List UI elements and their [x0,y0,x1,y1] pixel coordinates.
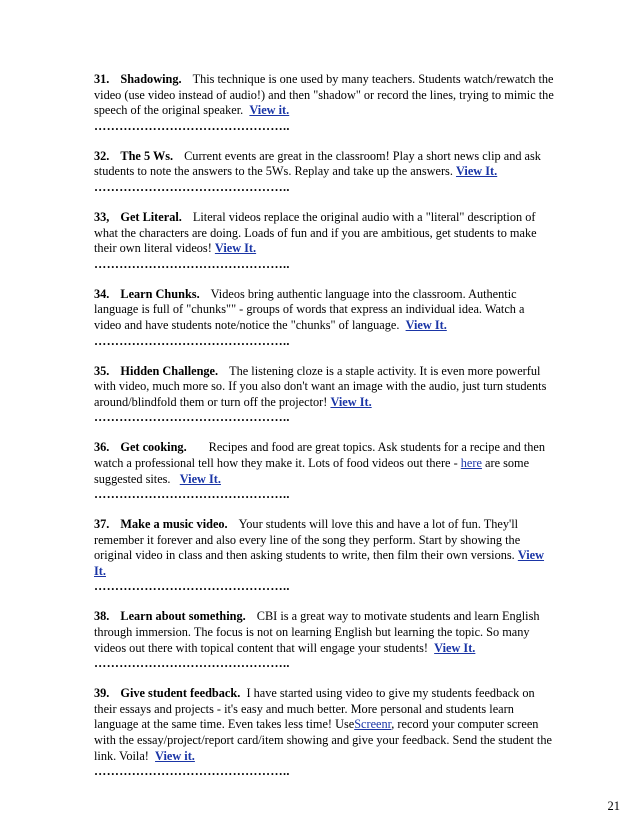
tip-title: Give student feedback. [120,686,241,701]
tip-38 [94,609,554,671]
view-link[interactable]: View It. [179,471,221,486]
tip-number: 39. [94,686,110,701]
dotted-separator: ……………………………………….. [94,333,290,348]
tip-number: 36. [94,440,110,455]
page-content [94,72,554,794]
tip-text: I have started using video to give my students feedback on their essays and projects - it's easy and much better. More personal and students learn language at the same time. Even takes less time! Use [94,686,535,732]
tip-33 [94,210,554,272]
dotted-separator: ……………………………………….. [94,256,290,271]
tip-number: 33, [94,209,110,224]
tip-text: Videos bring authentic language into the classroom. Authentic language is full of "chunks"" - groups of words that express an individual idea. Watch a video and have students note/notice the "chunks" of language. [94,286,525,332]
here-link[interactable]: here [460,455,482,470]
tip-number: 32. [94,148,110,163]
view-link[interactable]: View It. [405,317,447,332]
tip-36 [94,440,554,502]
tip-39 [94,686,554,779]
dotted-separator: ……………………………………….. [94,410,290,425]
tip-37 [94,517,554,594]
view-link[interactable]: View it. [249,103,290,118]
tip-title: Get cooking. [120,440,187,455]
dotted-separator: ……………………………………….. [94,764,290,779]
dotted-separator: ……………………………………….. [94,579,290,594]
view-link[interactable]: View It. [214,241,257,256]
dotted-separator: ……………………………………….. [94,656,290,671]
tip-text-after: are some suggested sites. [94,455,530,486]
tip-text: The listening cloze is a staple activity. It is even more powerful with video, much more so. If you also don't want an image with the audio, just turn students around/blindfold them or turn off the projector! [94,363,547,409]
tip-title: Shadowing. [120,72,182,86]
tip-title: Hidden Challenge. [120,363,219,378]
view-link[interactable]: View It. [330,394,372,409]
tip-number: 37. [94,517,110,532]
tip-number: 31. [94,72,110,86]
tip-34 [94,287,554,349]
tip-number: 35. [94,363,110,378]
tip-text: Recipes and food are great topics. Ask students for a recipe and then watch a professional tell how they make it. Lots of food videos out there - [94,440,545,470]
tip-31 [94,72,554,134]
tip-text: CBI is a great way to motivate students and learn English through immersion. The focus is not on learning English but learning the topic. So many videos out there with topical content that will engage your students! [94,609,540,655]
screenr-link[interactable]: Screenr [354,717,392,732]
view-link[interactable]: View It. [456,164,498,179]
tip-title: Get Literal. [120,209,182,224]
tip-text: This technique is one used by many teachers. Students watch/rewatch the video (use video instead of audio!) and then "shadow" or record the lines, trying to mimic the speech of the original speaker. [94,72,554,118]
tip-32 [94,149,554,195]
view-link[interactable]: View It. [434,640,476,655]
tip-title: Learn about something. [120,609,246,624]
dotted-separator: ……………………………………….. [94,118,290,133]
tip-35 [94,364,554,426]
tip-text: Literal videos replace the original audio with a "literal" description of what the characters are doing. Loads of fun and if you are ambitious, get students to make their own literal videos! [94,209,537,256]
page-number: 21 [607,799,620,813]
view-link[interactable]: View It. [94,548,545,578]
tip-title: Make a music video. [120,517,228,532]
tip-number: 34. [94,286,110,301]
tip-text-after: , record your computer screen with the essay/project/report card/item showing and give your feedback. Send the student the link. Voila! [94,717,552,763]
tip-title: The 5 Ws. [120,148,174,163]
tip-title: Learn Chunks. [120,286,200,301]
tip-text: Current events are great in the classroom! Play a short news clip and ask students to note the answers to the 5Ws. Replay and take up the answers. [94,148,541,179]
dotted-separator: ……………………………………….. [94,179,290,194]
tip-number: 38. [94,609,110,624]
dotted-separator: ……………………………………….. [94,487,290,502]
view-link[interactable]: View it. [155,748,195,763]
tip-text: Your students will love this and have a lot of fun. They'll remember it forever and also every line of the song they perform. Start by showing the original video in class and then asking students to write, then film their own versions. [94,517,521,563]
